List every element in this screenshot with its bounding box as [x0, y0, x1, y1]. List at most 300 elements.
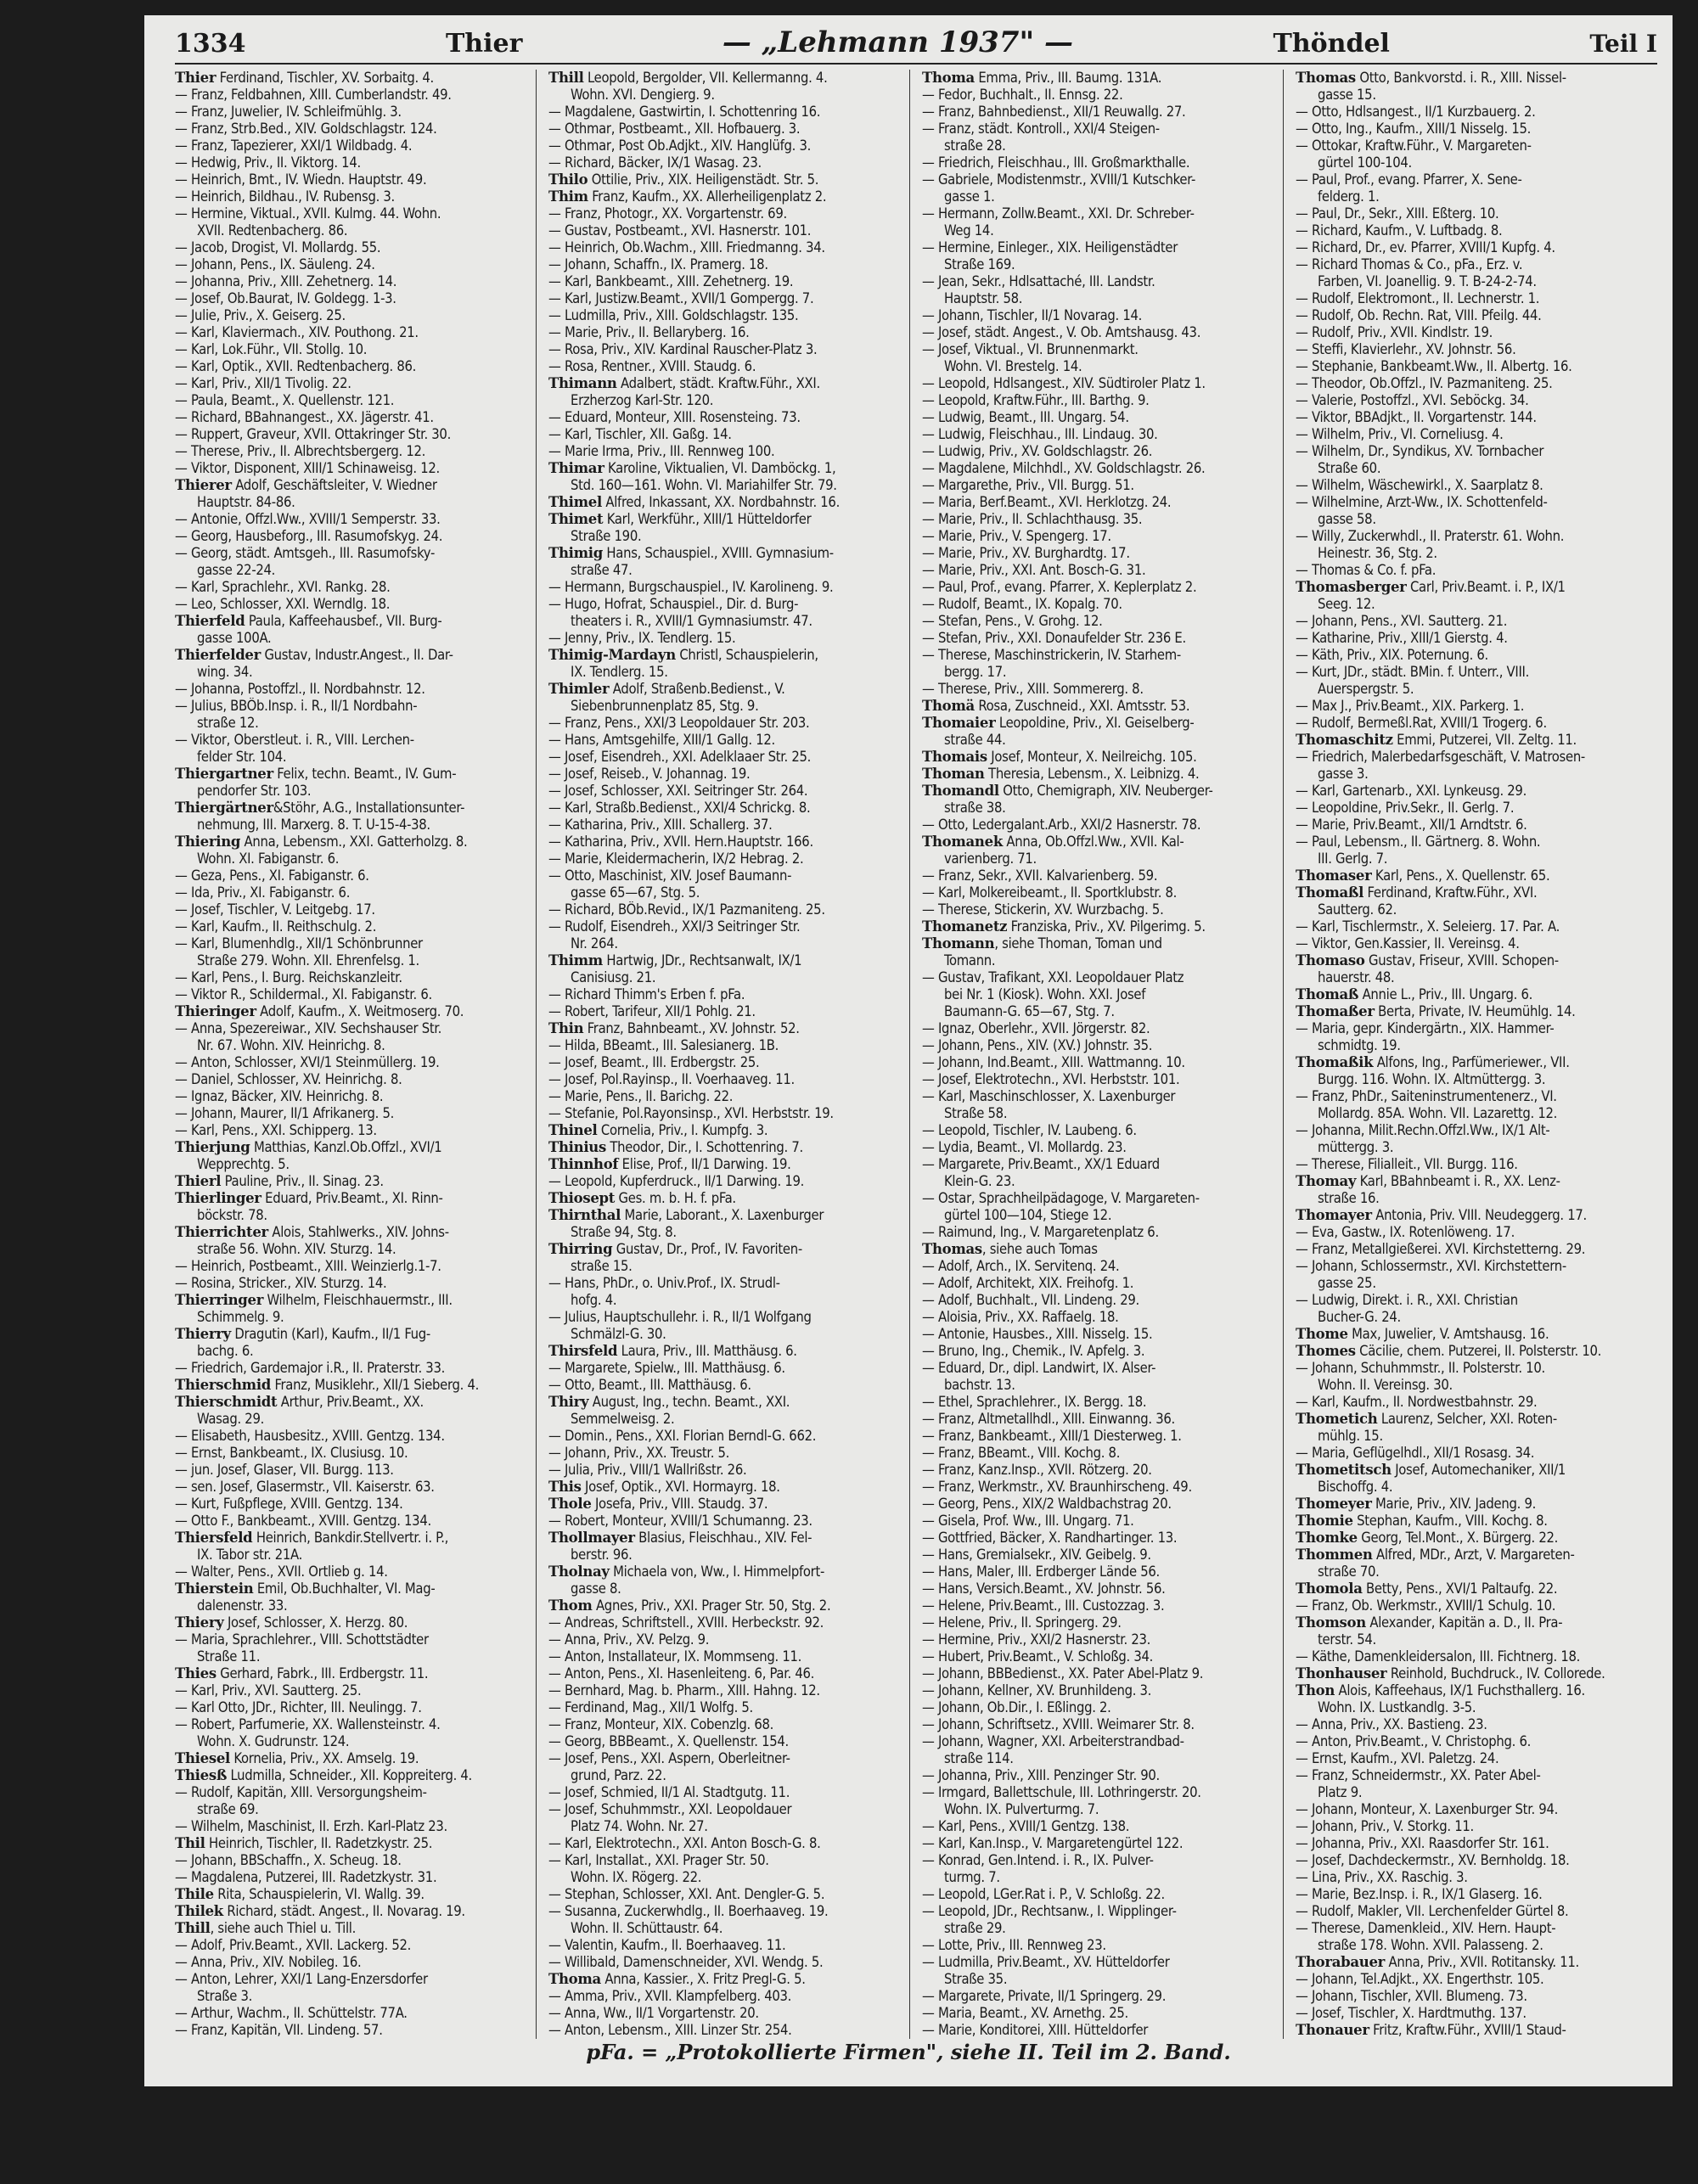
directory-entry	[548, 1682, 904, 1699]
directory-entry	[1296, 630, 1652, 647]
entry-text: gasse 25.	[1318, 1275, 1376, 1291]
entry-continuation	[1296, 1479, 1652, 1496]
entry-text: straße 69.	[197, 1801, 259, 1817]
directory-entry	[922, 1530, 1278, 1547]
entry-text: — Johann, Schlossermstr., XVI. Kirchstettern-	[1296, 1258, 1566, 1274]
entry-text: — Ferdinand, Mag., XII/1 Wolfg. 5.	[548, 1699, 753, 1715]
entry-continuation	[1296, 1428, 1652, 1445]
entry-text: — Heinrich, Ob.Wachm., XIII. Friedmanng. 34.	[548, 239, 825, 255]
entry-continuation	[922, 290, 1278, 307]
directory-entry	[1296, 1496, 1652, 1513]
entry-text: — Arthur, Wachm., II. Schüttelstr. 77A.	[175, 2005, 408, 2021]
page-number: 1334	[175, 29, 246, 59]
directory-entry	[175, 1190, 531, 1207]
entry-text: — Hans, Versich.Beamt., XV. Johnstr. 56.	[922, 1580, 1166, 1597]
entry-text: gasse 8.	[571, 1580, 621, 1597]
entry-text: Rita, Schauspielerin, VI. Wallg. 39.	[213, 1886, 424, 1902]
entry-text: Straße 190.	[571, 528, 642, 544]
entry-continuation	[548, 477, 904, 494]
entry-text: — Rudolf, Bermeßl.Rat, XVIII/1 Trogerg. 6.	[1296, 715, 1547, 731]
entry-text: — Anna, Priv., XIV. Nobileg. 16.	[175, 1954, 362, 1970]
entry-text: — Marie, Priv., XV. Burghardtg. 17.	[922, 545, 1130, 561]
directory-entry	[1296, 562, 1652, 579]
entry-text: — Ernst, Bankbeamt., IX. Clusiusg. 10.	[175, 1445, 408, 1461]
directory-entry	[1296, 1462, 1652, 1479]
directory-entry	[548, 1937, 904, 1954]
entry-text: — Johann, Tel.Adjkt., XX. Engerthstr. 105.	[1296, 1971, 1544, 1987]
directory-entry	[548, 239, 904, 256]
directory-entry	[548, 867, 904, 884]
directory-entry	[548, 1614, 904, 1631]
entry-text: Straße 11.	[197, 1648, 261, 1665]
surname: Thimig	[548, 545, 604, 561]
entry-text: Straße 58.	[944, 1105, 1008, 1121]
entry-text: theaters i. R., XVIII/1 Gymnasiumstr. 47.	[571, 613, 812, 629]
entry-text: — Rudolf, Makler, VII. Lerchenfelder Gürtel 8.	[1296, 1903, 1569, 1919]
entry-text: gasse 58.	[1318, 511, 1376, 527]
entry-text: Straße 60.	[1318, 460, 1381, 476]
entry-text: Seeg. 12.	[1318, 596, 1375, 612]
entry-text: Blasius, Fleischhau., XIV. Fel-	[634, 1530, 812, 1546]
entry-text: Platz 74. Wohn. Nr. 27.	[571, 1818, 708, 1834]
entry-continuation	[175, 952, 531, 969]
directory-entry	[175, 579, 531, 596]
page-header	[175, 25, 1657, 65]
directory-entry	[1296, 138, 1652, 154]
entry-text: — Josef, Schmied, II/1 Al. Stadtgutg. 11.	[548, 1784, 790, 1800]
entry-text: Gerhard, Fabrk., III. Erdbergstr. 11.	[216, 1665, 429, 1682]
entry-text: — Robert, Monteur, XVIII/1 Schumanng. 23.	[548, 1513, 812, 1529]
entry-text: — Otto, Beamt., III. Matthäusg. 6.	[548, 1377, 751, 1393]
directory-entry	[175, 392, 531, 409]
directory-entry	[922, 1292, 1278, 1309]
entry-text: Hartwig, JDr., Rechtsanwalt, IX/1	[602, 952, 802, 968]
entry-text: — Marie, Konditorei, XIII. Hütteldorfer	[922, 2022, 1149, 2038]
directory-entry	[548, 1750, 904, 1767]
entry-text: — Rosa, Rentner., XVIII. Staudg. 6.	[548, 358, 756, 374]
directory-entry	[548, 290, 904, 307]
entry-text: — Karl, Gartenarb., XXI. Lynkeusg. 29.	[1296, 783, 1527, 799]
directory-entry	[548, 952, 904, 969]
entry-text: — Franz, Juwelier, IV. Schleifmühlg. 3.	[175, 104, 402, 120]
entry-text: Alfons, Ing., Parfümeriewer., VII.	[1373, 1054, 1570, 1070]
entry-text: Laurenz, Selcher, XXI. Roten-	[1377, 1411, 1557, 1427]
entry-continuation	[548, 1292, 904, 1309]
entry-text: — Paul, Dr., Sekr., XIII. Eßterg. 10.	[1296, 205, 1499, 222]
entry-continuation	[1296, 1275, 1652, 1292]
entry-text: — Rudolf, Elektromont., II. Lechnerstr. 1.	[1296, 290, 1540, 306]
entry-continuation	[548, 392, 904, 409]
entry-text: — Anton, Schlosser, XVI/1 Steinmüllerg. 19.	[175, 1054, 440, 1070]
entry-text: — Karl Otto, JDr., Richter, III. Neulingg. 7.	[175, 1699, 422, 1715]
directory-entry	[1296, 171, 1652, 188]
directory-entry	[922, 1360, 1278, 1377]
entry-text: Wohn. IX. Lustkandlg. 3-5.	[1318, 1699, 1476, 1715]
directory-entry	[548, 1954, 904, 1971]
entry-text: — Franz, Metallgießerei. XVI. Kirchstetterng. 29.	[1296, 1241, 1586, 1257]
entry-text: — Stefan, Pens., V. Grohg. 12.	[922, 613, 1103, 629]
directory-entry	[1296, 307, 1652, 324]
directory-entry	[922, 477, 1278, 494]
entry-continuation	[1296, 460, 1652, 477]
entry-text: — Josef, Dachdeckermstr., XV. Bernholdg. 18.	[1296, 1852, 1570, 1868]
entry-text: — Karl, Priv., XVI. Sautterg. 25.	[175, 1682, 362, 1698]
entry-text: — Josef, Eisendreh., XXI. Adelklaaer Str. 25.	[548, 749, 812, 765]
directory-entry	[175, 87, 531, 104]
directory-entry	[1296, 1954, 1652, 1971]
entry-text: straße 16.	[1318, 1190, 1380, 1206]
directory-entry	[922, 630, 1278, 647]
entry-text: Hauptstr. 84-86.	[197, 494, 295, 510]
directory-entry	[1296, 1801, 1652, 1818]
entry-text: gasse 1.	[944, 188, 995, 205]
entry-text: Gustav, Friseur, XVIII. Schopen-	[1364, 952, 1559, 968]
directory-entry	[175, 901, 531, 918]
surname: Thierfelder	[175, 647, 261, 663]
directory-entry	[548, 1852, 904, 1869]
directory-entry	[548, 783, 904, 800]
directory-entry	[922, 1275, 1278, 1292]
entry-text: — Ludwig, Direkt. i. R., XXI. Christian	[1296, 1292, 1518, 1308]
entry-text: — Gustav, Trafikant, XXI. Leopoldauer Platz	[922, 969, 1184, 985]
directory-entry	[922, 1190, 1278, 1207]
directory-entry	[922, 1648, 1278, 1665]
entry-text: straße 15.	[571, 1258, 633, 1274]
entry-text: — Julia, Priv., VIII/1 Wallrißstr. 26.	[548, 1462, 747, 1478]
directory-entry	[1296, 613, 1652, 630]
entry-text: — Raimund, Ing., V. Margaretenplatz 6.	[922, 1224, 1159, 1240]
entry-text: Emil, Ob.Buchhalter, VI. Mag-	[253, 1580, 436, 1597]
directory-entry	[1296, 2022, 1652, 2039]
entry-text: Anna, Kassier., X. Fritz Pregl-G. 5.	[600, 1971, 806, 1987]
entry-text: — Franz, Werkmstr., XV. Braunhirscheng. 49.	[922, 1479, 1192, 1495]
directory-entry	[175, 154, 531, 171]
directory-entry	[548, 1564, 904, 1580]
entry-text: — Ignaz, Oberlehr., XVII. Jörgerstr. 82.	[922, 1020, 1150, 1036]
entry-text: — Karl, Tischlermstr., X. Seleierg. 17. Par. A.	[1296, 918, 1560, 935]
directory-entry	[175, 1275, 531, 1292]
directory-entry	[548, 1088, 904, 1105]
entry-text: — Karl, Pens., XXI. Schipperg. 13.	[175, 1122, 377, 1138]
directory-entry	[548, 834, 904, 851]
surname: Thimel	[548, 494, 602, 510]
entry-text: Kornelia, Priv., XX. Amselg. 19.	[230, 1750, 419, 1766]
entry-text: — Johanna, Priv., XIII. Penzinger Str. 90.	[922, 1767, 1160, 1783]
entry-text: — Johann, Wagner, XXI. Arbeiterstrandbad-	[922, 1733, 1184, 1749]
entry-continuation	[548, 884, 904, 901]
directory-entry	[1296, 1716, 1652, 1733]
entry-text: — Heinrich, Postbeamt., XIII. Weinzierlg.1-7.	[175, 1258, 441, 1274]
directory-entry	[1296, 1988, 1652, 2005]
surname: Thom	[548, 1597, 593, 1614]
entry-text: Baumann-G. 65—67, Stg. 7.	[944, 1003, 1115, 1019]
entry-text: Adolf, Kaufm., X. Weitmoserg. 70.	[256, 1003, 464, 1019]
directory-entry	[175, 732, 531, 749]
surname: Thil	[175, 1835, 205, 1851]
directory-entry	[175, 1105, 531, 1122]
directory-entry	[175, 613, 531, 630]
entry-continuation	[175, 1801, 531, 1818]
entry-text: Reinhold, Buchdruck., IV. Collorede.	[1386, 1665, 1605, 1682]
entry-text: Auerspergstr. 5.	[1318, 681, 1414, 697]
entry-continuation	[1296, 1071, 1652, 1088]
entry-text: — Franz, BBeamt., VIII. Kochg. 8.	[922, 1445, 1121, 1461]
directory-entry	[1296, 834, 1652, 851]
entry-continuation	[1296, 1309, 1652, 1326]
entry-continuation	[175, 494, 531, 511]
directory-entry	[175, 341, 531, 358]
entry-text: — Katharine, Priv., XIII/1 Gierstg. 4.	[1296, 630, 1508, 646]
surname: Thomann	[922, 935, 995, 952]
entry-text: Alexander, Kapitän a. D., II. Pra-	[1365, 1614, 1563, 1631]
entry-continuation	[175, 222, 531, 239]
directory-entry	[922, 1326, 1278, 1343]
entry-continuation	[1296, 766, 1652, 783]
directory-entry	[922, 1665, 1278, 1682]
directory-entry	[175, 1394, 531, 1411]
entry-text: — Irmgard, Ballettschule, III. Lothringerstr. 20.	[922, 1784, 1201, 1800]
entry-continuation	[1296, 969, 1652, 986]
directory-entry	[175, 375, 531, 392]
entry-continuation	[175, 562, 531, 579]
entry-text: — Hans, Gremialsekr., XIV. Geibelg. 9.	[922, 1547, 1151, 1563]
entry-text: Josef, Schlosser, X. Herzg. 80.	[223, 1614, 408, 1631]
directory-entry	[548, 579, 904, 596]
surname: Thome	[1296, 1326, 1348, 1342]
directory-entry	[175, 1020, 531, 1037]
entry-text: Alois, Stahlwerks., XIV. Johns-	[267, 1224, 449, 1240]
directory-entry	[175, 1954, 531, 1971]
entry-text: Marie, Laborant., X. Laxenburger	[621, 1207, 824, 1223]
entry-text: — Viktor R., Schildermal., XI. Fabiganstr. 6.	[175, 986, 432, 1002]
entry-text: — Georg, Pens., XIX/2 Waldbachstrag 20.	[922, 1496, 1172, 1512]
column-1	[175, 70, 537, 2039]
directory-entry	[922, 1496, 1278, 1513]
entry-text: gasse 3.	[1318, 766, 1369, 782]
entry-text: — Paul, Prof., evang. Pfarrer, X. Keplerplatz 2.	[922, 579, 1197, 595]
directory-entry	[175, 104, 531, 121]
directory-entry	[922, 1614, 1278, 1631]
directory-entry	[1296, 749, 1652, 766]
entry-text: mühlg. 15.	[1318, 1428, 1383, 1444]
entry-text: — Josef, Reiseb., V. Johannag. 19.	[548, 766, 751, 782]
directory-entry	[922, 392, 1278, 409]
entry-text: Eduard, Priv.Beamt., XI. Rinn-	[261, 1190, 443, 1206]
entry-text: — Othmar, Postbeamt., XII. Hofbauerg. 3.	[548, 121, 801, 137]
directory-entry	[548, 800, 904, 817]
directory-entry	[1296, 918, 1652, 935]
entry-text: straße 114.	[944, 1750, 1014, 1766]
directory-entry	[548, 1784, 904, 1801]
entry-text: — Paula, Beamt., X. Quellenstr. 121.	[175, 392, 395, 408]
directory-entry	[175, 188, 531, 205]
entry-text: — Friedrich, Malerbedarfsgeschäft, V. Matrosen-	[1296, 749, 1585, 765]
directory-entry	[548, 324, 904, 341]
entry-text: — Richard, Dr., ev. Pfarrer, XVIII/1 Kupfg. 4.	[1296, 239, 1555, 255]
entry-text: hauerstr. 48.	[1318, 969, 1395, 985]
entry-text: — Leopoldine, Priv.Sekr., II. Gerlg. 7.	[1296, 800, 1515, 816]
entry-text: — Otto, Ledergalant.Arb., XXI/2 Hasnerstr. 78.	[922, 817, 1201, 833]
directory-entry	[175, 256, 531, 273]
surname: Thomais	[922, 749, 987, 765]
surname: Thierl	[175, 1173, 222, 1189]
entry-text: Semmelweisg. 2.	[571, 1411, 675, 1427]
entry-text: — Josef, Pens., XXI. Aspern, Oberleitner-	[548, 1750, 790, 1766]
entry-continuation	[175, 1597, 531, 1614]
surname: Thies	[175, 1665, 216, 1682]
directory-entry	[548, 358, 904, 375]
entry-text: — Susanna, Zuckerwhdlg., II. Boerhaaveg. 19.	[548, 1903, 829, 1919]
surname: Thomayer	[1296, 1207, 1372, 1223]
surname: Thierstein	[175, 1580, 254, 1597]
entry-text: Bischoffg. 4.	[1318, 1479, 1393, 1495]
entry-text: grund, Parz. 22.	[571, 1767, 666, 1783]
entry-text: — Ethel, Sprachlehrer., IX. Bergg. 18.	[922, 1394, 1147, 1410]
entry-text: — Domin., Pens., XXI. Florian Berndl-G. 662.	[548, 1428, 817, 1444]
surname: Thierfeld	[175, 613, 245, 629]
directory-entry	[175, 70, 531, 87]
entry-text: — Otto, Ing., Kaufm., XIII/1 Nisselg. 15.	[1296, 121, 1532, 137]
entry-text: — Therese, Damenkleid., XIV. Hern. Haupt-	[1296, 1920, 1556, 1936]
directory-entry	[1296, 222, 1652, 239]
entry-continuation	[548, 969, 904, 986]
entry-text: Straße 169.	[944, 256, 1015, 272]
directory-entry	[922, 1088, 1278, 1105]
entry-text: — Marie, Priv., II. Schlachthausg. 35.	[922, 511, 1143, 527]
directory-entry	[1296, 1886, 1652, 1903]
directory-entry	[1296, 952, 1652, 969]
surname: Thomay	[1296, 1173, 1357, 1189]
entry-text: — Josef, Beamt., III. Erdbergstr. 25.	[548, 1054, 760, 1070]
directory-entry	[922, 1767, 1278, 1784]
directory-entry	[175, 1750, 531, 1767]
directory-entry	[922, 70, 1278, 87]
entry-text: bachstr. 13.	[944, 1377, 1015, 1393]
directory-entry	[175, 935, 531, 952]
directory-entry	[175, 426, 531, 443]
directory-entry	[1296, 867, 1652, 884]
entry-text: Theresia, Lebensm., X. Leibnizg. 4.	[984, 766, 1200, 782]
entry-text: — Anton, Installateur, IX. Mommseng. 11.	[548, 1648, 802, 1665]
directory-entry	[175, 239, 531, 256]
directory-entry	[922, 273, 1278, 290]
entry-text: — Adolf, Priv.Beamt., XVII. Lackerg. 52.	[175, 1937, 412, 1953]
directory-entry	[1296, 1292, 1652, 1309]
directory-entry	[175, 307, 531, 324]
entry-text: Adolf, Straßenb.Bedienst., V.	[609, 681, 785, 697]
entry-text: — Karl, Kaufm., II. Reithschulg. 2.	[175, 918, 377, 935]
directory-entry	[922, 104, 1278, 121]
entry-text: Heinestr. 36, Stg. 2.	[1318, 545, 1437, 561]
entry-continuation	[1296, 273, 1652, 290]
entry-text: Wohn. X. Gudrunstr. 124.	[197, 1733, 350, 1749]
entry-text: — Magdalene, Milchhdl., XV. Goldschlagstr. 26.	[922, 460, 1206, 476]
directory-entry	[1296, 1241, 1652, 1258]
directory-entry	[175, 1852, 531, 1869]
directory-entry	[1296, 1445, 1652, 1462]
entry-text: — Viktor, Gen.Kassier, II. Vereinsg. 4.	[1296, 935, 1520, 952]
directory-entry	[175, 443, 531, 460]
directory-entry	[175, 1003, 531, 1020]
directory-entry	[922, 1699, 1278, 1716]
entry-text: — Johann, Priv., V. Storkg. 11.	[1296, 1818, 1474, 1834]
entry-text: — Ludwig, Fleischhau., III. Lindaug. 30.	[922, 426, 1158, 442]
entry-text: straße 178. Wohn. XVII. Palasseng. 2.	[1318, 1937, 1543, 1953]
directory-entry	[175, 1445, 531, 1462]
entry-text: — Gabriele, Modistenmstr., XVIII/1 Kutschker-	[922, 171, 1196, 188]
entry-text: — Karl, Pens., I. Burg. Reichskanzleitr.	[175, 969, 402, 985]
entry-continuation	[175, 630, 531, 647]
directory-entry	[922, 562, 1278, 579]
entry-text: Franz, Kaufm., XX. Allerheiligenplatz 2.	[588, 188, 827, 205]
directory-entry	[922, 205, 1278, 222]
directory-entry	[1296, 1513, 1652, 1530]
entry-text: Adolf, Geschäftsleiter, V. Wiedner	[231, 477, 437, 493]
directory-entry	[922, 1903, 1278, 1920]
directory-entry	[548, 188, 904, 205]
entry-text: Wasag. 29.	[197, 1411, 265, 1427]
directory-entry	[175, 800, 531, 817]
directory-entry	[548, 715, 904, 732]
entry-text: — Kurt, JDr., städt. BMin. f. Unterr., VIII.	[1296, 664, 1530, 680]
entry-continuation	[548, 698, 904, 715]
entry-text: Klein-G. 23.	[944, 1173, 1015, 1189]
entry-text: — Hubert, Priv.Beamt., V. Schloßg. 34.	[922, 1648, 1154, 1665]
entry-text: Ludmilla, Schneider., XII. Koppreiterg. 4.	[227, 1767, 472, 1783]
directory-entry	[175, 884, 531, 901]
directory-entry	[548, 1513, 904, 1530]
directory-entry	[922, 1411, 1278, 1428]
entry-text: — Valentin, Kaufm., II. Boerhaaveg. 11.	[548, 1937, 786, 1953]
entry-text: — Gustav, Postbeamt., XVI. Hasnerstr. 101.	[548, 222, 812, 239]
entry-text: Schimmelg. 9.	[197, 1309, 284, 1325]
entry-continuation	[1296, 87, 1652, 104]
surname: Thimet	[548, 511, 604, 527]
entry-text: — Rudolf, Ob. Rechn. Rat, VIII. Pfeilg. 44.	[1296, 307, 1542, 323]
entry-continuation	[922, 222, 1278, 239]
directory-entry	[1296, 715, 1652, 732]
surname: Thomas	[922, 1241, 982, 1257]
directory-entry	[175, 867, 531, 884]
entry-continuation	[922, 256, 1278, 273]
entry-text: — Franz, Monteur, XIX. Cobenzlg. 68.	[548, 1716, 774, 1732]
directory-entry	[548, 256, 904, 273]
directory-entry	[548, 1377, 904, 1394]
entry-continuation	[1296, 851, 1652, 867]
directory-entry	[922, 494, 1278, 511]
entry-text: Adalbert, städt. Kraftw.Führ., XXI.	[616, 375, 820, 391]
directory-entry	[922, 2005, 1278, 2022]
surname: Thomaßik	[1296, 1054, 1374, 1070]
directory-entry	[922, 443, 1278, 460]
directory-entry	[1296, 1648, 1652, 1665]
entry-text: — Georg, BBBeamt., X. Quellenstr. 154.	[548, 1733, 789, 1749]
directory-entry	[1296, 817, 1652, 834]
directory-entry	[922, 1122, 1278, 1139]
surname: Thill	[548, 70, 584, 86]
entry-text: Annie L., Priv., III. Ungarg. 6.	[1358, 986, 1533, 1002]
entry-continuation	[175, 1411, 531, 1428]
entry-text: Ges. m. b. H. f. pFa.	[615, 1190, 736, 1206]
entry-continuation	[175, 1207, 531, 1224]
entry-text: — Magdalena, Putzerei, III. Radetzkystr. 31.	[175, 1869, 437, 1885]
entry-text: — Geza, Pens., XI. Fabiganstr. 6.	[175, 867, 369, 884]
entry-continuation	[548, 935, 904, 952]
entry-continuation	[1296, 596, 1652, 613]
surname: Thomie	[1296, 1513, 1353, 1529]
entry-text: — Elisabeth, Hausbesitz., XVIII. Gentzg. 134.	[175, 1428, 445, 1444]
entry-text: — Rudolf, Beamt., IX. Kopalg. 70.	[922, 596, 1122, 612]
